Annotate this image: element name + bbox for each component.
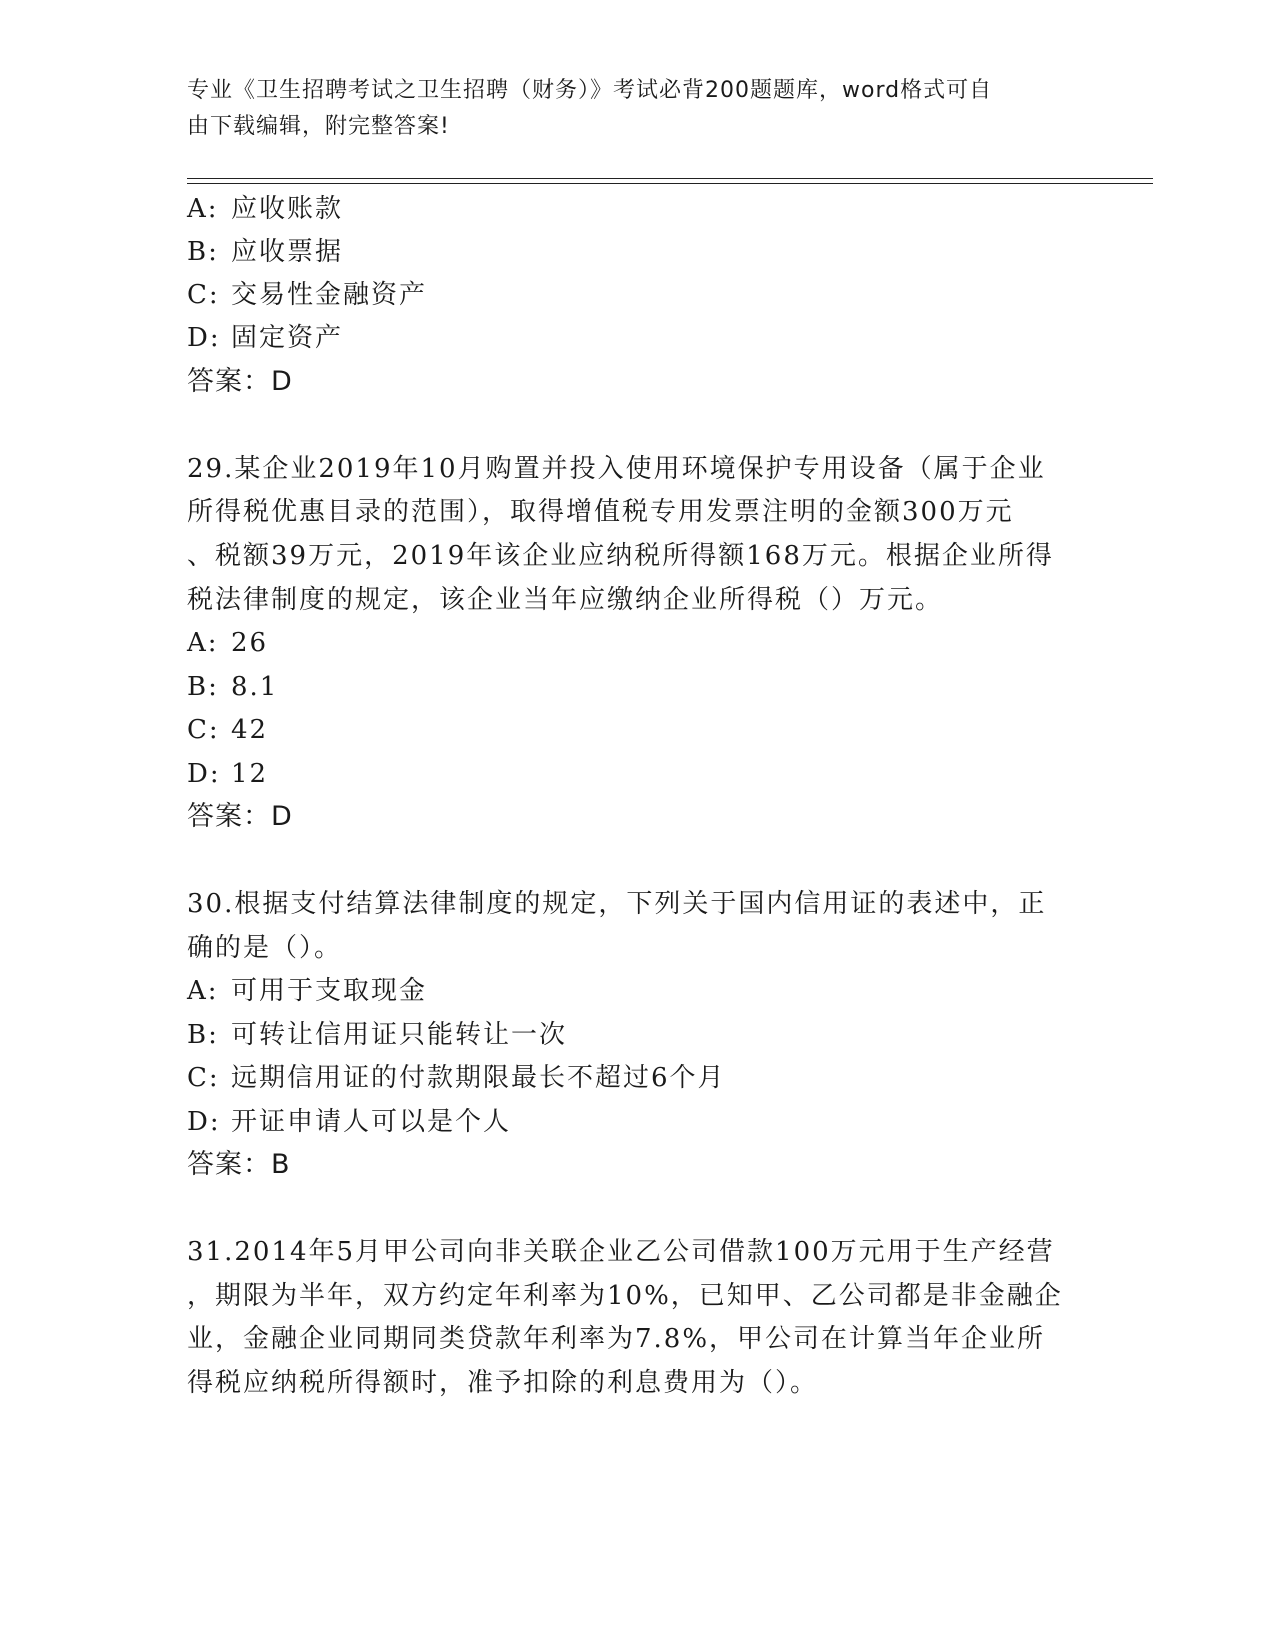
- option-b: [187, 1012, 567, 1058]
- option-key: A:: [187, 194, 219, 224]
- option-key: D:: [187, 759, 221, 789]
- option-key: C:: [187, 715, 220, 745]
- option-text: 可转让信用证只能转让一次: [231, 1020, 568, 1050]
- option-c: [187, 707, 268, 753]
- header-divider-top: [187, 178, 1153, 179]
- option-text: 应收账款: [231, 194, 344, 224]
- answer-label: 答案：D: [187, 801, 293, 832]
- question-text-line: 业，金融企业同期同类贷款年利率为7.8%，甲公司在计算当年企业所: [187, 1324, 1046, 1354]
- option-key: B:: [187, 1020, 219, 1050]
- option-key: D:: [187, 1107, 221, 1137]
- option-a: [187, 186, 343, 232]
- option-text: 42: [231, 715, 269, 745]
- option-text: 12: [231, 759, 269, 789]
- option-key: A:: [187, 628, 219, 658]
- option-b: [187, 664, 278, 710]
- option-key: C:: [187, 1063, 220, 1093]
- question-text-line: 税法律制度的规定，该企业当年应缴纳企业所得税（）万元。: [187, 585, 944, 615]
- option-key: B:: [187, 237, 219, 267]
- option-text: 26: [231, 628, 269, 658]
- option-key: C:: [187, 280, 220, 310]
- option-text: 应收票据: [231, 237, 344, 267]
- question-text-line: ，期限为半年，双方约定年利率为10%，已知甲、乙公司都是非金融企: [187, 1281, 1063, 1311]
- header-divider-bottom: [187, 183, 1153, 184]
- question-text-line: 30.根据支付结算法律制度的规定，下列关于国内信用证的表述中，正: [187, 889, 1047, 919]
- header-line-2: 由下载编辑，附完整答案!: [187, 114, 450, 139]
- option-key: D:: [187, 323, 221, 353]
- option-a: [187, 620, 268, 666]
- option-text: 交易性金融资产: [231, 280, 428, 310]
- option-text: 开证申请人可以是个人: [231, 1107, 512, 1137]
- answer-label: 答案：D: [187, 366, 293, 397]
- question-text-line: 所得税优惠目录的范围），取得增值税专用发票注明的金额300万元: [187, 497, 1014, 527]
- header-line-1: 专业《卫生招聘考试之卫生招聘（财务）》考试必背200题题库，word格式可自: [187, 78, 993, 103]
- option-text: 远期信用证的付款期限最长不超过6个月: [231, 1063, 726, 1093]
- option-key: B:: [187, 672, 219, 702]
- document-header: [187, 73, 1067, 145]
- option-text: 固定资产: [231, 323, 344, 353]
- question-text-line: 得税应纳税所得额时，准予扣除的利息费用为（）。: [187, 1368, 819, 1398]
- question-text-line: 、税额39万元，2019年该企业应纳税所得额168万元。根据企业所得: [187, 541, 1054, 571]
- question-text-line: 31.2014年5月甲公司向非关联企业乙公司借款100万元用于生产经营: [187, 1237, 1055, 1267]
- question-text-line: 确的是（）。: [187, 933, 343, 963]
- question-text-line: 29.某企业2019年10月购置并投入使用环境保护专用设备（属于企业: [187, 454, 1046, 484]
- option-b: [187, 229, 343, 275]
- option-key: A:: [187, 976, 219, 1006]
- option-d: [187, 315, 343, 361]
- option-text: 可用于支取现金: [231, 976, 428, 1006]
- option-d: [187, 1099, 511, 1145]
- option-d: [187, 751, 268, 797]
- answer-label: 答案：B: [187, 1149, 291, 1180]
- option-c: [187, 1055, 726, 1101]
- option-c: [187, 272, 427, 318]
- option-text: 8.1: [231, 672, 279, 702]
- option-a: [187, 968, 427, 1014]
